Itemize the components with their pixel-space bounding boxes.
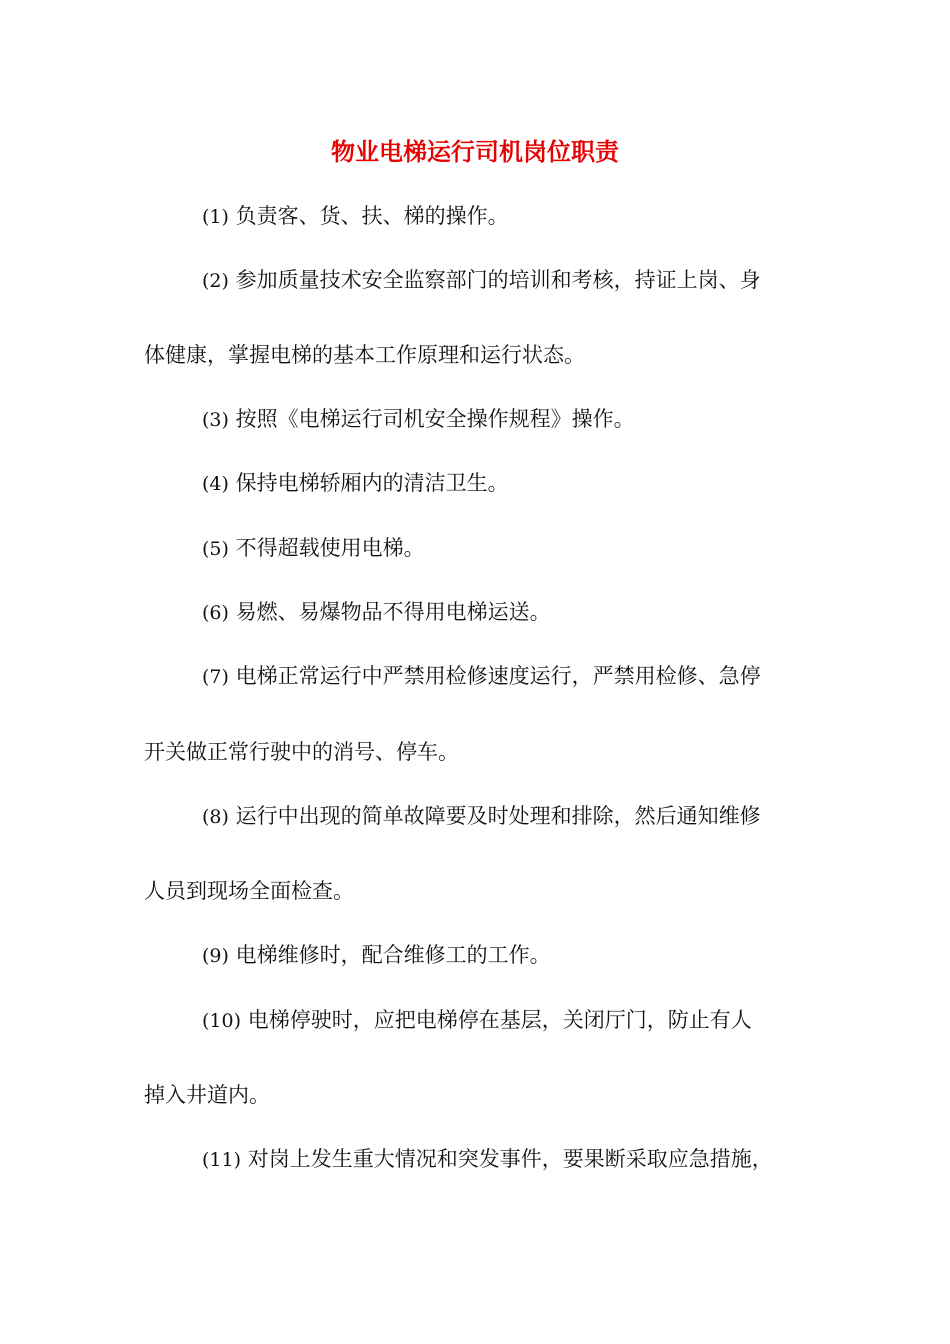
- item-number: (6): [202, 602, 229, 624]
- item-10: [202, 1005, 752, 1036]
- item-text: 按照《电梯运行司机安全操作规程》操作。: [235, 407, 635, 431]
- item-number: (3): [202, 409, 229, 431]
- item-text: 电梯停驶时，应把电梯停在基层，关闭厅门，防止有人: [247, 1008, 752, 1032]
- item-number: (7): [202, 666, 229, 688]
- item-number: (10): [202, 1010, 242, 1032]
- item-7-continuation: 开关做正常行驶中的消号、停车。: [144, 740, 459, 764]
- item-text: 运行中出现的简单故障要及时处理和排除，然后通知维修: [235, 804, 761, 828]
- item-text: 对岗上发生重大情况和突发事件，要果断采取应急措施，: [247, 1147, 773, 1171]
- item-number: (2): [202, 270, 229, 292]
- item-3: [202, 404, 635, 435]
- item-6: [202, 597, 551, 628]
- item-8-continuation: 人员到现场全面检查。: [144, 879, 354, 903]
- item-text: 电梯维修时，配合维修工的工作。: [235, 943, 551, 967]
- item-5: [202, 533, 425, 564]
- item-1: [202, 201, 509, 232]
- item-number: (9): [202, 945, 229, 967]
- item-text: 负责客、货、扶、梯的操作。: [235, 204, 509, 228]
- item-text: 不得超载使用电梯。: [235, 536, 425, 560]
- item-8: [202, 801, 761, 832]
- item-10-continuation: 掉入井道内。: [144, 1083, 270, 1107]
- item-text: 参加质量技术安全监察部门的培训和考核，持证上岗、身: [235, 268, 761, 292]
- item-number: (11): [202, 1149, 242, 1171]
- item-number: (4): [202, 473, 229, 495]
- item-9: [202, 940, 551, 971]
- item-number: (5): [202, 538, 229, 560]
- item-2: [202, 265, 761, 296]
- item-number: (1): [202, 206, 229, 228]
- item-4: [202, 468, 509, 499]
- item-text: 易燃、易爆物品不得用电梯运送。: [235, 600, 551, 624]
- document-title: 物业电梯运行司机岗位职责: [331, 138, 619, 166]
- item-7: [202, 661, 761, 692]
- item-2-continuation: 体健康，掌握电梯的基本工作原理和运行状态。: [144, 343, 585, 367]
- item-text: 保持电梯轿厢内的清洁卫生。: [235, 471, 509, 495]
- item-text: 电梯正常运行中严禁用检修速度运行，严禁用检修、急停: [235, 664, 761, 688]
- item-11: [202, 1144, 773, 1175]
- item-number: (8): [202, 806, 229, 828]
